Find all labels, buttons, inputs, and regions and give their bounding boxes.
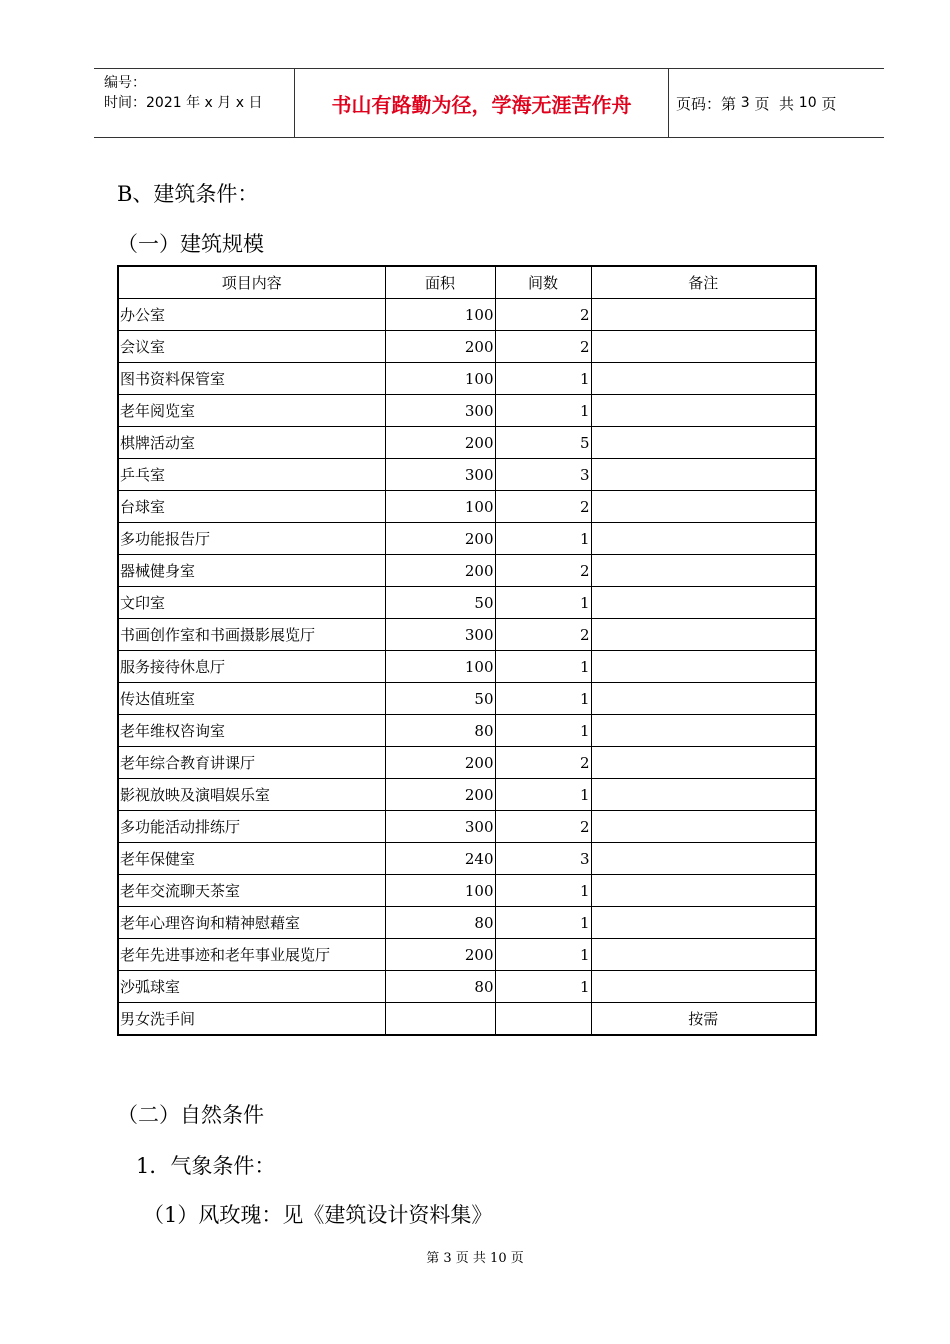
cell-note bbox=[591, 299, 816, 331]
cell-note bbox=[591, 971, 816, 1003]
cell-count: 1 bbox=[495, 651, 591, 683]
building-scale-table bbox=[117, 265, 817, 1036]
cell-item: 老年保健室 bbox=[118, 843, 385, 875]
page-suffix: 页 bbox=[816, 94, 837, 113]
table-row bbox=[118, 523, 816, 555]
cell-item: 老年心理咨询和精神慰藉室 bbox=[118, 907, 385, 939]
item-heading-climate: 1．气象条件： bbox=[136, 1154, 276, 1178]
cell-area: 80 bbox=[385, 715, 495, 747]
cell-area: 50 bbox=[385, 587, 495, 619]
cell-count: 1 bbox=[495, 363, 591, 395]
cell-area: 240 bbox=[385, 843, 495, 875]
table-row bbox=[118, 715, 816, 747]
table-row bbox=[118, 491, 816, 523]
header-motto: 书山有路勤为径，学海无涯苦作舟 bbox=[331, 92, 632, 117]
cell-note bbox=[591, 491, 816, 523]
subsection-heading-scale: （一）建筑规模 bbox=[117, 232, 264, 256]
page-mid: 页 共 bbox=[749, 94, 799, 113]
cell-area: 300 bbox=[385, 459, 495, 491]
cell-note bbox=[591, 427, 816, 459]
cell-count: 1 bbox=[495, 683, 591, 715]
cell-note bbox=[591, 811, 816, 843]
cell-item: 老年先进事迹和老年事业展览厅 bbox=[118, 939, 385, 971]
subsection-heading-nature: （二）自然条件 bbox=[117, 1103, 264, 1127]
cell-area: 200 bbox=[385, 427, 495, 459]
cell-note bbox=[591, 331, 816, 363]
cell-count bbox=[495, 1003, 591, 1036]
cell-note bbox=[591, 363, 816, 395]
cell-count: 1 bbox=[495, 875, 591, 907]
cell-area: 200 bbox=[385, 331, 495, 363]
cell-note bbox=[591, 939, 816, 971]
table-row bbox=[118, 427, 816, 459]
cell-area: 200 bbox=[385, 779, 495, 811]
cell-count: 1 bbox=[495, 715, 591, 747]
cell-area: 200 bbox=[385, 747, 495, 779]
cell-note bbox=[591, 555, 816, 587]
cell-count: 2 bbox=[495, 747, 591, 779]
cell-note bbox=[591, 619, 816, 651]
page-total: 10 bbox=[798, 95, 817, 111]
column-header-area: 面积 bbox=[385, 266, 495, 299]
cell-area: 80 bbox=[385, 971, 495, 1003]
cell-count: 3 bbox=[495, 459, 591, 491]
table-row bbox=[118, 363, 816, 395]
table-row bbox=[118, 555, 816, 587]
cell-count: 3 bbox=[495, 843, 591, 875]
table-row bbox=[118, 587, 816, 619]
cell-area: 200 bbox=[385, 939, 495, 971]
cell-area: 200 bbox=[385, 555, 495, 587]
cell-count: 2 bbox=[495, 555, 591, 587]
cell-item: 老年综合教育讲课厅 bbox=[118, 747, 385, 779]
cell-count: 2 bbox=[495, 331, 591, 363]
table-row bbox=[118, 939, 816, 971]
page-footer: 第 3 页 共 10 页 bbox=[426, 1251, 524, 1266]
cell-count: 1 bbox=[495, 939, 591, 971]
table-row bbox=[118, 331, 816, 363]
cell-area: 100 bbox=[385, 299, 495, 331]
cell-item: 服务接待休息厅 bbox=[118, 651, 385, 683]
cell-item: 图书资料保管室 bbox=[118, 363, 385, 395]
table-body bbox=[118, 299, 816, 1036]
cell-area: 50 bbox=[385, 683, 495, 715]
header-meta bbox=[104, 73, 262, 113]
table-row bbox=[118, 619, 816, 651]
cell-area: 80 bbox=[385, 907, 495, 939]
cell-count: 1 bbox=[495, 907, 591, 939]
cell-item: 乒乓室 bbox=[118, 459, 385, 491]
table-row bbox=[118, 907, 816, 939]
cell-item: 棋牌活动室 bbox=[118, 427, 385, 459]
cell-count: 5 bbox=[495, 427, 591, 459]
cell-area: 100 bbox=[385, 363, 495, 395]
header-divider bbox=[668, 69, 669, 137]
cell-note bbox=[591, 715, 816, 747]
cell-note bbox=[591, 779, 816, 811]
section-heading-b: B、建筑条件： bbox=[117, 182, 259, 206]
table-row bbox=[118, 1003, 816, 1036]
cell-note bbox=[591, 875, 816, 907]
cell-item: 沙弧球室 bbox=[118, 971, 385, 1003]
table-row bbox=[118, 843, 816, 875]
cell-item: 男女洗手间 bbox=[118, 1003, 385, 1036]
table-row bbox=[118, 651, 816, 683]
cell-area: 200 bbox=[385, 523, 495, 555]
header-page-number bbox=[676, 69, 836, 137]
cell-note bbox=[591, 395, 816, 427]
cell-item: 台球室 bbox=[118, 491, 385, 523]
cell-area: 300 bbox=[385, 395, 495, 427]
cell-note bbox=[591, 587, 816, 619]
cell-count: 1 bbox=[495, 971, 591, 1003]
table-row bbox=[118, 747, 816, 779]
cell-item: 器械健身室 bbox=[118, 555, 385, 587]
cell-note bbox=[591, 651, 816, 683]
cell-note: 按需 bbox=[591, 1003, 816, 1036]
cell-item: 会议室 bbox=[118, 331, 385, 363]
table-row bbox=[118, 299, 816, 331]
cell-area bbox=[385, 1003, 495, 1036]
cell-note bbox=[591, 747, 816, 779]
cell-note bbox=[591, 523, 816, 555]
cell-item: 书画创作室和书画摄影展览厅 bbox=[118, 619, 385, 651]
cell-area: 100 bbox=[385, 651, 495, 683]
cell-area: 300 bbox=[385, 619, 495, 651]
column-header-count: 间数 bbox=[495, 266, 591, 299]
item-heading-wind-rose: （1）风玫瑰：见《建筑设计资料集》 bbox=[143, 1203, 493, 1227]
table-row bbox=[118, 811, 816, 843]
cell-note bbox=[591, 683, 816, 715]
table-row bbox=[118, 395, 816, 427]
cell-count: 1 bbox=[495, 395, 591, 427]
cell-note bbox=[591, 459, 816, 491]
cell-count: 2 bbox=[495, 811, 591, 843]
cell-item: 老年交流聊天茶室 bbox=[118, 875, 385, 907]
cell-item: 老年维权咨询室 bbox=[118, 715, 385, 747]
column-header-note: 备注 bbox=[591, 266, 816, 299]
cell-item: 办公室 bbox=[118, 299, 385, 331]
page-prefix: 页码：第 bbox=[676, 94, 741, 113]
cell-note bbox=[591, 843, 816, 875]
cell-count: 1 bbox=[495, 523, 591, 555]
table-row bbox=[118, 459, 816, 491]
column-header-item: 项目内容 bbox=[118, 266, 385, 299]
cell-area: 300 bbox=[385, 811, 495, 843]
serial-label: 编号： bbox=[104, 75, 146, 91]
cell-note bbox=[591, 907, 816, 939]
cell-count: 1 bbox=[495, 587, 591, 619]
cell-area: 100 bbox=[385, 875, 495, 907]
cell-item: 多功能活动排练厅 bbox=[118, 811, 385, 843]
page-current: 3 bbox=[740, 95, 750, 111]
table-row bbox=[118, 875, 816, 907]
page-header bbox=[94, 68, 884, 138]
cell-item: 老年阅览室 bbox=[118, 395, 385, 427]
cell-item: 传达值班室 bbox=[118, 683, 385, 715]
table-row bbox=[118, 971, 816, 1003]
cell-count: 2 bbox=[495, 299, 591, 331]
table-row bbox=[118, 779, 816, 811]
cell-count: 2 bbox=[495, 491, 591, 523]
table-row bbox=[118, 683, 816, 715]
table-header-row bbox=[118, 266, 816, 299]
cell-count: 2 bbox=[495, 619, 591, 651]
cell-item: 多功能报告厅 bbox=[118, 523, 385, 555]
cell-count: 1 bbox=[495, 779, 591, 811]
cell-item: 影视放映及演唱娱乐室 bbox=[118, 779, 385, 811]
cell-item: 文印室 bbox=[118, 587, 385, 619]
time-label: 时间：2021 年 x 月 x 日 bbox=[104, 95, 263, 111]
cell-area: 100 bbox=[385, 491, 495, 523]
